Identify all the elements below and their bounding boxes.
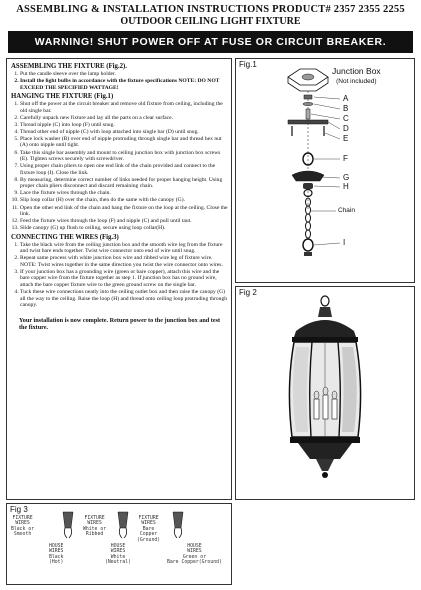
final-note: Your installation is now complete. Return power to the junction box and test the fixture.: [19, 316, 221, 331]
wire-connector-3: [173, 512, 183, 538]
instruction-step: 1. Put the candle sleeve over the lamp holder.: [20, 71, 228, 78]
section-heading: HANGING THE FIXTURE (Fig.1): [11, 93, 114, 101]
label-i: I: [343, 238, 346, 247]
wire-connector-1: [63, 512, 73, 538]
instruction-step: 5. Place lock washer (B) over end of nipple protruding through single bar and thread hex nut (A) onto nipple until tight.: [20, 136, 228, 149]
instruction-step: 4. Thread other end of nipple (C) with loop attached into single bar (D) until snug.: [20, 129, 228, 136]
label-h: H: [343, 182, 349, 191]
label-a: A: [343, 94, 349, 103]
lantern-illustration: [236, 287, 414, 499]
instruction-step: 2. Repeat same process with white junction box wire and ribbed wire leg of fixture wire. NOTE: Twist wires together in the same direction you twist the wire connector onto wires.: [20, 255, 228, 268]
instruction-step: 12. Feed the fixture wires through the loop (F) and nipple (C) and pull until taut.: [20, 218, 228, 225]
figure-1: [235, 58, 415, 283]
instruction-step: 13. Slide canopy (G) up flush to ceiling, secure using loop collar(H).: [20, 225, 228, 232]
instruction-sections: [11, 63, 228, 309]
instruction-step: 2. Carefully unpack new fixture and lay all the parts on a clear surface.: [20, 115, 228, 122]
label-d: D: [343, 124, 349, 133]
instruction-step: 3. If your junction box has a grounding wire (green or bare copper), attach this wire and the bare copper wire from the fixture together as step 1. If junction box has no ground wire, attach the bare copper fixture wire to the green ground screw on the single bar.: [20, 269, 228, 289]
document-subtitle: OUTDOOR CEILING LIGHT FIXTURE: [120, 16, 301, 27]
instruction-step: 9. Lace the fixture wires through the chain.: [20, 190, 228, 197]
section-heading: ASSEMBLING THE FIXTURE (Fig.2).: [11, 63, 128, 70]
figure-2-label: Fig 2: [239, 288, 257, 297]
instruction-step: 2. Install the light bulbs in accordance with the fixture specifications NOTE: DO NOT EXCEED THE SPECIFIED WATTAGE!: [20, 78, 228, 91]
figure-1-label: Fig.1: [239, 60, 257, 69]
label-c: C: [343, 114, 349, 123]
label-e: E: [343, 134, 349, 143]
house-wire-black: HOUSE WIRES Black (Hot): [49, 544, 64, 566]
instruction-step: 7. Using proper chain pliers to open one end link of the chain provided and connect to the fixture loop (I). Close the link.: [20, 163, 228, 176]
label-f: F: [343, 154, 348, 163]
instruction-step: 1. Shut off the power at the circuit breaker and remove old fixture from ceiling, including the old single bar.: [20, 101, 228, 114]
junction-box-note: (Not included): [336, 78, 377, 85]
house-wire-ground: HOUSE WIRES Green or Bare Copper(Ground): [167, 544, 222, 566]
instruction-list: [11, 242, 228, 309]
document-title: ASSEMBLING & INSTALLATION INSTRUCTIONS PRODUCT# 2357 2355 2255: [16, 4, 405, 15]
label-chain: Chain: [338, 207, 355, 214]
instruction-step: 8. By measuring, determine correct number of links needed for proper hanging height. Using proper chain pliers disconnect and discard remaining chain.: [20, 177, 228, 190]
instruction-step: 11. Open the other end link of the chain and hang the fixture on the loop at the ceiling. Close the link.: [20, 205, 228, 218]
wire-connector-2: [118, 512, 128, 538]
fixture-wire-white: FIXTURE WIRES White or Ribbed: [83, 516, 107, 538]
section-heading: CONNECTING THE WIRES (Fig.3): [11, 233, 119, 241]
instruction-step: 10. Slip loop collar (H) over the chain, then do the same with the canopy (G).: [20, 197, 228, 204]
instruction-step: 1. Take the black wire from the ceiling junction box and the smooth wire leg from the fixture and twist bare ends together. Twist wire connector onto end of wire until snug.: [20, 242, 228, 255]
junction-box-title: Junction Box: [332, 66, 381, 76]
instruction-step: 3. Thread nipple (C) into loop (F) until snug.: [20, 122, 228, 129]
figure-3-label: Fig 3: [10, 505, 28, 514]
warning-banner: WARNING! SHUT POWER OFF AT FUSE OR CIRCUIT BREAKER.: [8, 31, 413, 53]
hanging-diagram: [236, 59, 414, 282]
label-g: G: [343, 173, 350, 182]
figure-3: [6, 503, 232, 585]
instruction-step: 4. Tuck these wire connections neatly into the ceiling outlet box and then raise the canopy (G) all the way to the ceiling. Raise the loop (H) and thread onto ceiling loop protruding through canopy.: [20, 289, 228, 309]
figure-2: [235, 286, 415, 500]
instruction-list: [11, 101, 228, 232]
instruction-step: 6. Take this single bar assembly and mount to ceiling junction box with junction box screws (E). Tighten screws securely with screwdriver.: [20, 150, 228, 163]
instructions-panel: [6, 58, 232, 500]
fixture-wire-black: FIXTURE WIRES Black or Smooth: [11, 516, 35, 538]
house-wire-white: HOUSE WIRES White (Neutral): [105, 544, 131, 566]
fixture-wire-copper: FIXTURE WIRES Bare Copper (Ground): [137, 516, 161, 543]
instruction-list: [11, 71, 228, 91]
label-b: B: [343, 104, 349, 113]
